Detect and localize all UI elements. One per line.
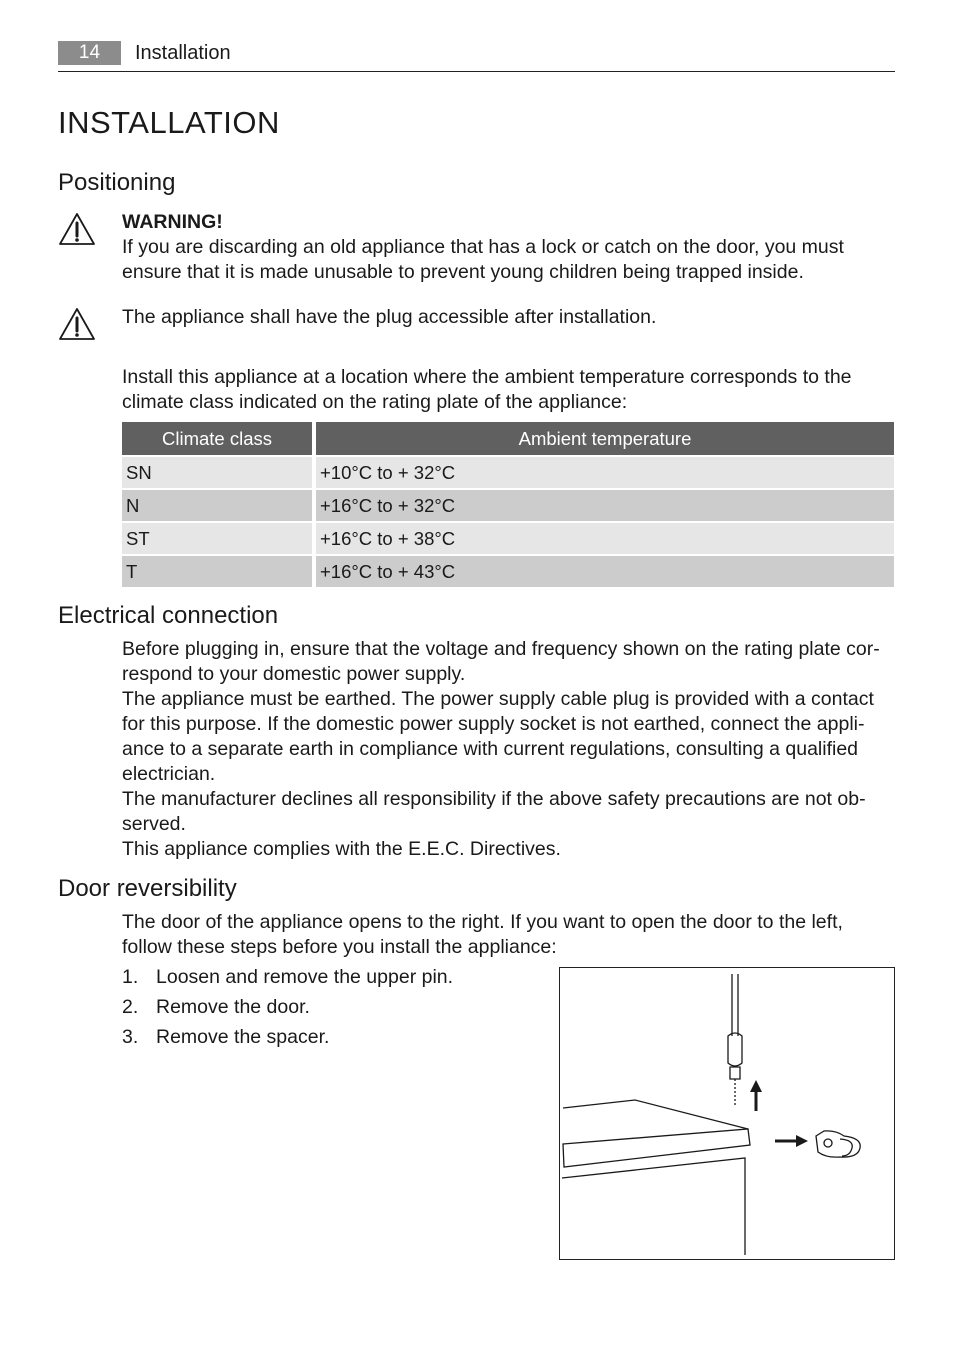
table-row <box>122 490 894 521</box>
step-number: 3. <box>122 1026 139 1048</box>
step-text: Remove the door. <box>156 996 310 1018</box>
step-number: 2. <box>122 996 139 1018</box>
list-item <box>122 995 453 1025</box>
positioning-heading: Positioning <box>58 169 176 196</box>
electrical-paragraph: The appliance must be earthed. The power supply cable plug is provided with a contact for this purpose. If the domestic power supply socket is not earthed, connect the appli-ance to a separate earth in compliance with current regulations, consulting a qualified electrician. <box>122 688 874 785</box>
door-steps-list <box>122 965 453 1055</box>
door-intro: The door of the appliance opens to the right. If you want to open the door to the left, follow these steps before you install the appliance: <box>122 911 843 958</box>
table-row <box>122 556 894 587</box>
climate-class-cell: SN <box>122 457 316 488</box>
climate-class-cell: T <box>122 556 316 587</box>
step-text: Loosen and remove the upper pin. <box>156 966 454 988</box>
caution-triangle-icon <box>58 307 96 341</box>
column-header-ambient-temperature: Ambient temperature <box>316 422 894 455</box>
temperature-cell: +16°C to + 38°C <box>316 523 894 554</box>
caution-text: The appliance shall have the plug accessible after installation. <box>122 306 657 328</box>
step-number: 1. <box>122 966 139 988</box>
table-row <box>122 457 894 488</box>
table-header-row <box>122 422 894 455</box>
climate-class-cell: ST <box>122 523 316 554</box>
page-header <box>58 41 895 72</box>
warning-text: If you are discarding an old appliance that has a lock or catch on the door, you must ensure that it is made unusable to prevent young children being trapped inside. <box>122 236 844 283</box>
electrical-heading: Electrical connection <box>58 602 279 629</box>
temperature-cell: +10°C to + 32°C <box>316 457 894 488</box>
warning-block <box>122 210 897 285</box>
page-title: INSTALLATION <box>58 105 280 140</box>
electrical-text <box>122 637 897 862</box>
running-title: Installation <box>135 42 231 64</box>
step-text: Remove the spacer. <box>156 1026 330 1048</box>
temperature-cell: +16°C to + 43°C <box>316 556 894 587</box>
warning-label: WARNING! <box>122 211 223 233</box>
temperature-cell: +16°C to + 32°C <box>316 490 894 521</box>
electrical-paragraph: The manufacturer declines all responsibility if the above safety precautions are not ob-served. <box>122 788 866 835</box>
climate-class-table <box>122 420 894 589</box>
list-item <box>122 1025 453 1055</box>
door-hinge-illustration <box>559 967 895 1260</box>
column-header-climate-class: Climate class <box>122 422 316 455</box>
climate-intro: Install this appliance at a location where the ambient temperature corresponds to the climate class indicated on the rating plate of the appliance: <box>122 366 852 413</box>
climate-class-cell: N <box>122 490 316 521</box>
table-row <box>122 523 894 554</box>
warning-triangle-icon <box>58 212 96 246</box>
screwdriver-hinge-drawing <box>560 968 894 1259</box>
list-item <box>122 965 453 995</box>
page-number: 14 <box>58 41 121 65</box>
door-heading: Door reversibility <box>58 875 237 902</box>
electrical-paragraph: Before plugging in, ensure that the voltage and frequency shown on the rating plate cor-respond to your domestic power supply. <box>122 638 880 685</box>
electrical-paragraph: This appliance complies with the E.E.C. Directives. <box>122 838 561 860</box>
